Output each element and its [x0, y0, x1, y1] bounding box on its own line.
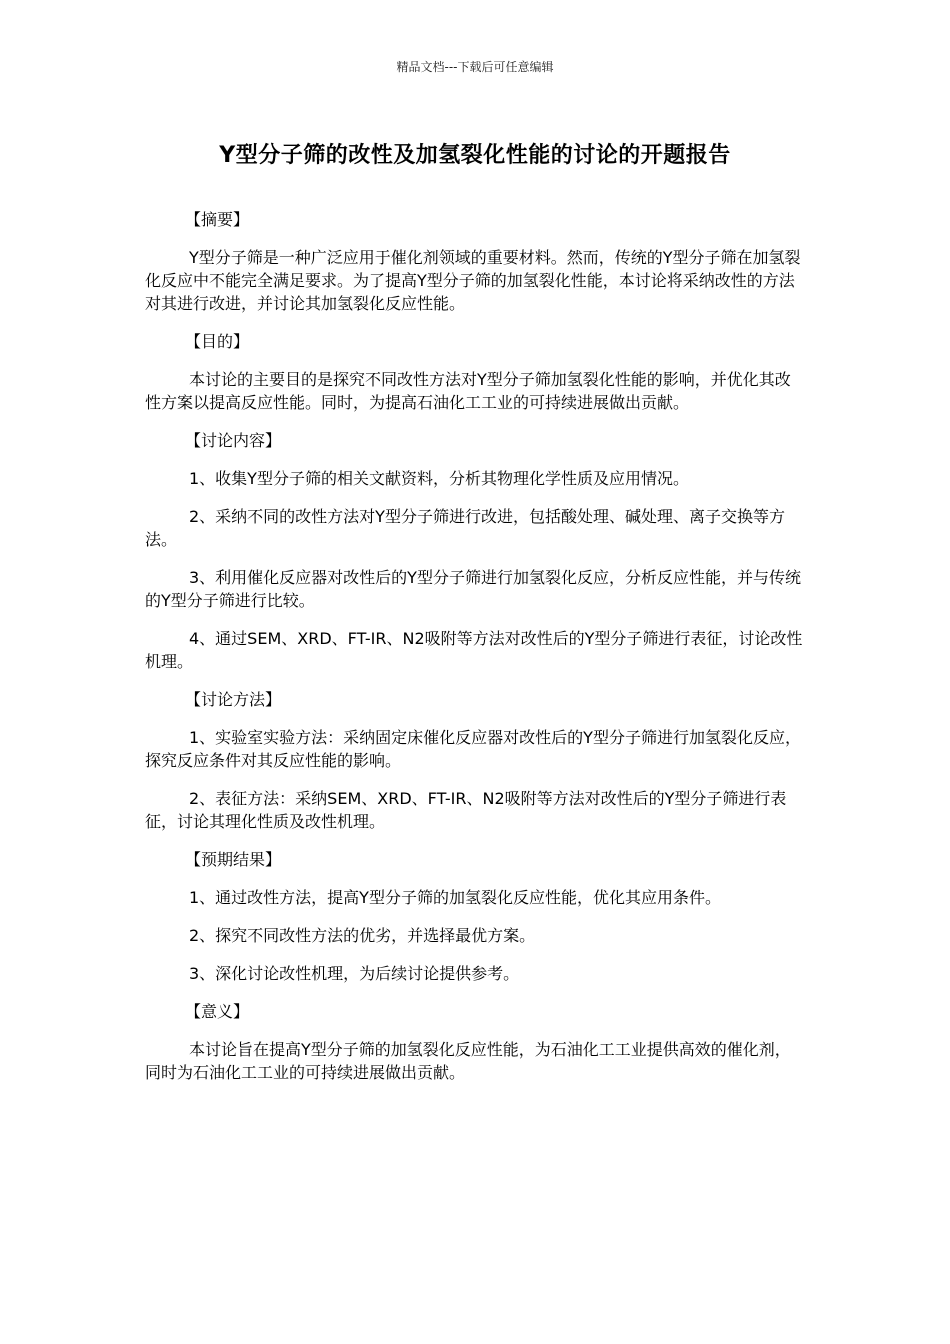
section-heading-results: 【预期结果】: [185, 850, 282, 869]
significance-paragraph: 本讨论旨在提高Y型分子筛的加氢裂化反应性能，为石油化工工业提供高效的催化剂，同时为石油化工工业的可持续进展做出贡献。: [145, 1040, 791, 1082]
document-title: Y型分子筛的改性及加氢裂化性能的讨论的开题报告: [219, 143, 731, 168]
content-item: 3、利用催化反应器对改性后的Y型分子筛进行加氢裂化反应，分析反应性能，并与传统的Y型分子筛进行比较。: [145, 568, 801, 610]
content-item: 4、通过SEM、XRD、FT-IR、N2吸附等方法对改性后的Y型分子筛进行表征，讨论改性机理。: [145, 629, 803, 671]
abstract-paragraph: Y型分子筛是一种广泛应用于催化剂领域的重要材料。然而，传统的Y型分子筛在加氢裂化反应中不能完全满足要求。为了提高Y型分子筛的加氢裂化性能，本讨论将采纳改性的方法对其进行改进，并讨论其加氢裂化反应性能。: [145, 248, 801, 313]
results-item: 1、通过改性方法，提高Y型分子筛的加氢裂化反应性能，优化其应用条件。: [189, 888, 721, 907]
section-heading-abstract: 【摘要】: [185, 210, 250, 229]
content-item: 2、采纳不同的改性方法对Y型分子筛进行改进，包括酸处理、碱处理、离子交换等方法。: [145, 507, 785, 549]
purpose-paragraph: 本讨论的主要目的是探究不同改性方法对Y型分子筛加氢裂化性能的影响，并优化其改性方案以提高反应性能。同时，为提高石油化工工业的可持续进展做出贡献。: [145, 370, 791, 412]
methods-item: 1、实验室实验方法：采纳固定床催化反应器对改性后的Y型分子筛进行加氢裂化反应，探究反应条件对其反应性能的影响。: [145, 728, 801, 770]
methods-item: 2、表征方法：采纳SEM、XRD、FT-IR、N2吸附等方法对改性后的Y型分子筛进行表征，讨论其理化性质及改性机理。: [145, 789, 787, 831]
document-body: [145, 208, 805, 1099]
results-item: 3、深化讨论改性机理，为后续讨论提供参考。: [189, 964, 520, 983]
section-heading-methods: 【讨论方法】: [185, 690, 282, 709]
results-item: 2、探究不同改性方法的优劣，并选择最优方案。: [189, 926, 536, 945]
section-heading-purpose: 【目的】: [185, 332, 250, 351]
content-item: 1、收集Y型分子筛的相关文献资料，分析其物理化学性质及应用情况。: [189, 469, 689, 488]
section-heading-content: 【讨论内容】: [185, 431, 282, 450]
section-heading-significance: 【意义】: [185, 1002, 250, 1021]
page-header: 精品文档---下载后可任意编辑: [396, 60, 554, 74]
